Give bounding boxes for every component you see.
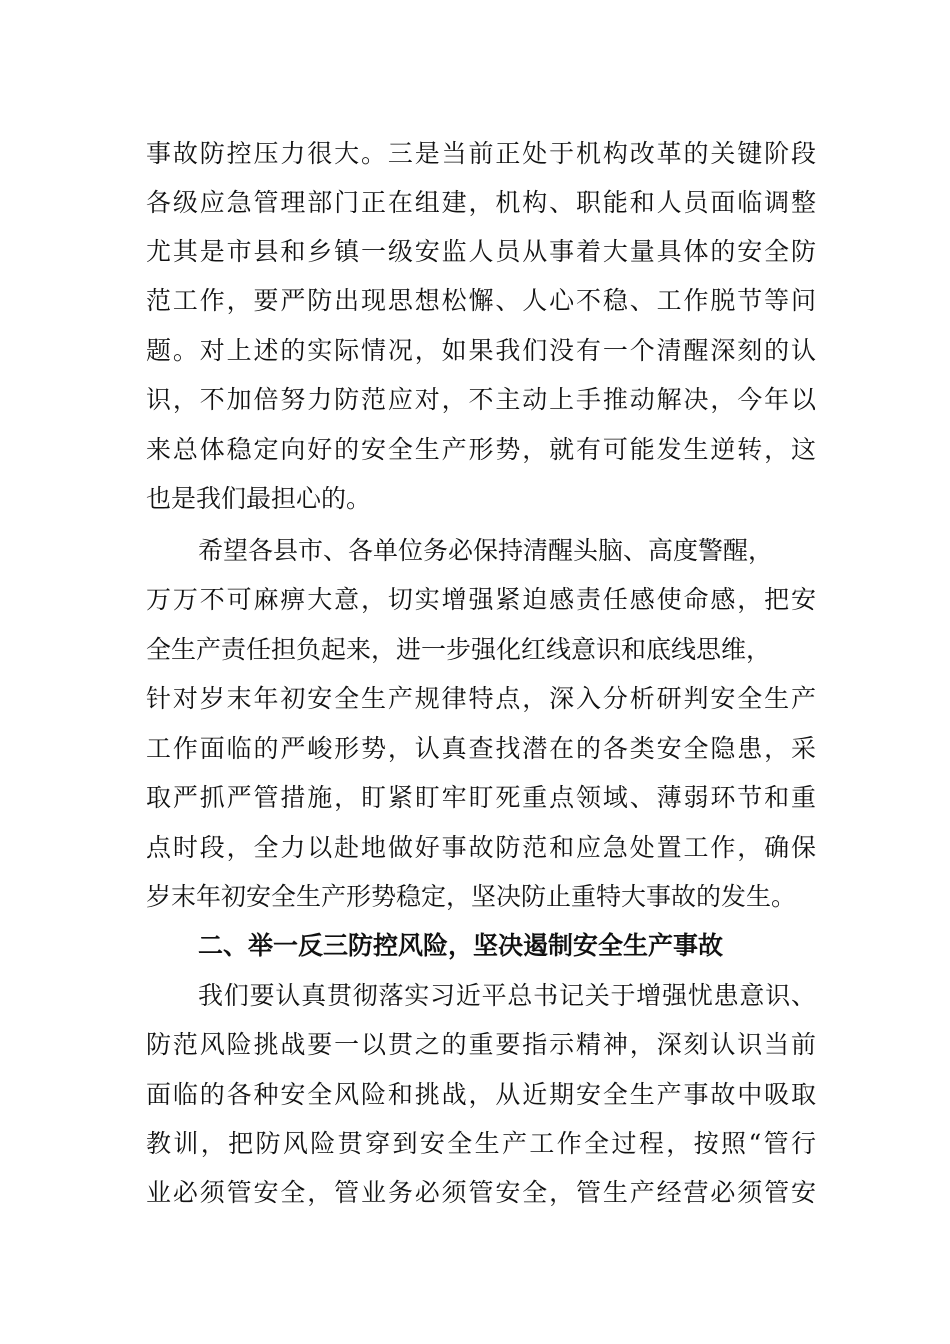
text-line: 各级应急管理部门正在组建，机构、职能和人员面临调整: [146, 188, 816, 217]
text-line: 我们要认真贯彻落实习近平总书记关于增强忧患意识、: [198, 981, 816, 1010]
text-line: 尤其是市县和乡镇一级安监人员从事着大量具体的安全防: [146, 237, 816, 266]
text-line: 岁末年初安全生产形势稳定，坚决防止重特大事故的发生。: [146, 882, 797, 911]
text-line: 事故防控压力很大。三是当前正处于机构改革的关键阶段: [146, 139, 816, 168]
text-line: 面临的各种安全风险和挑战，从近期安全生产事故中吸取: [146, 1080, 816, 1109]
text-line: 万万不可麻痹大意，切实增强紧迫感责任感使命感，把安: [146, 585, 816, 614]
text-line: 教训，把防风险贯穿到安全生产工作全过程，按照“管行: [146, 1129, 816, 1158]
text-line: 来总体稳定向好的安全生产形势，就有可能发生逆转，这: [146, 435, 816, 464]
text-line: 范工作，要严防出现思想松懈、人心不稳、工作脱节等问: [146, 286, 816, 315]
text-line: 希望各县市、各单位务必保持清醒头脑、高度警醒，: [198, 536, 774, 565]
text-line: 点时段，全力以赴地做好事故防范和应急处置工作，确保: [146, 833, 816, 862]
text-line: 工作面临的严峻形势，认真查找潜在的各类安全隐患，采: [146, 734, 816, 763]
text-line: 针对岁末年初安全生产规律特点，深入分析研判安全生产: [146, 684, 816, 713]
text-line: 取严抓严管措施，盯紧盯牢盯死重点领域、薄弱环节和重: [146, 783, 816, 812]
text-line: 题。对上述的实际情况，如果我们没有一个清醒深刻的认: [146, 336, 816, 365]
text-line: 业必须管安全，管业务必须管安全，管生产经营必须管安: [146, 1178, 816, 1207]
section-heading: 二、举一反三防控风险，坚决遏制安全生产事故: [198, 931, 724, 960]
text-line: 也是我们最担心的。: [146, 484, 372, 513]
text-line: 防范风险挑战要一以贯之的重要指示精神，深刻认识当前: [146, 1030, 816, 1059]
text-line: 识，不加倍努力防范应对，不主动上手推动解决，今年以: [146, 385, 816, 414]
text-line: 全生产责任担负起来，进一步强化红线意识和底线思维，: [146, 635, 772, 664]
